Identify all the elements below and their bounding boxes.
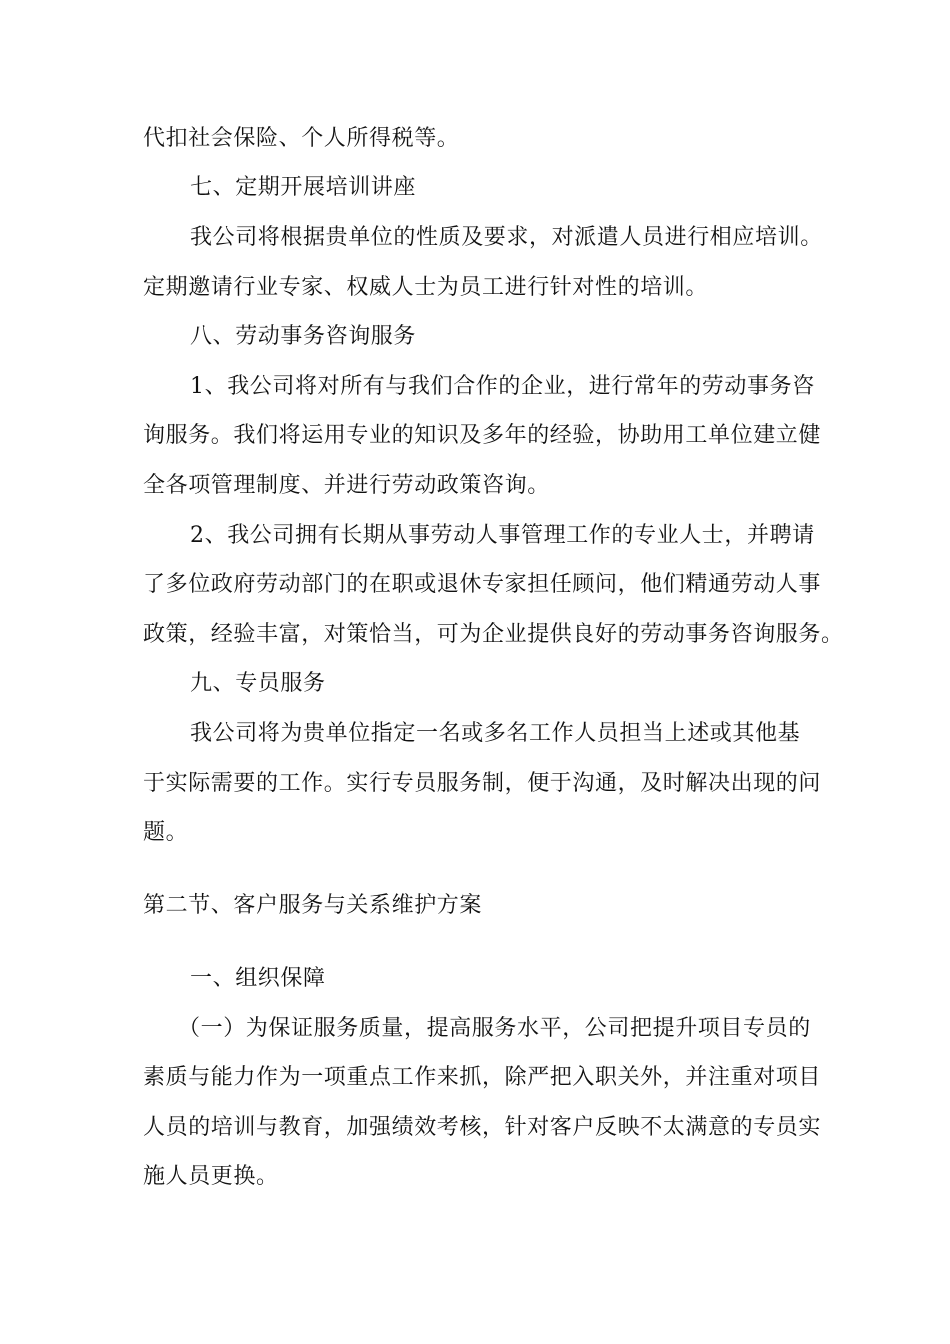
paragraph-line: 于实际需要的工作。实行专员服务制，便于沟通，及时解决出现的问 [143, 771, 822, 796]
section-heading: 七、定期开展培训讲座 [190, 175, 417, 200]
paragraph-line: 素质与能力作为一项重点工作来抓，除严把入职关外，并注重对项目 [143, 1065, 822, 1090]
section-heading: 九、专员服务 [190, 671, 326, 696]
paragraph-line: 2、我公司拥有长期从事劳动人事管理工作的专业人士，并聘请 [190, 523, 815, 548]
paragraph-line: （一）为保证服务质量，提高服务水平，公司把提升项目专员的 [178, 1016, 811, 1041]
paragraph-line: 我公司将为贵单位指定一名或多名工作人员担当上述或其他基 [190, 721, 801, 746]
paragraph-line: 了多位政府劳动部门的在职或退休专家担任顾问，他们精通劳动人事 [143, 572, 822, 597]
chapter-heading: 第二节、客户服务与关系维护方案 [143, 893, 483, 918]
section-heading: 一、组织保障 [190, 966, 326, 991]
paragraph-line: 全各项管理制度、并进行劳动政策咨询。 [143, 473, 550, 498]
paragraph-line: 政策，经验丰富，对策恰当，可为企业提供良好的劳动事务咨询服务。 [143, 622, 844, 647]
paragraph-line: 代扣社会保险、个人所得税等。 [143, 126, 460, 151]
paragraph-line: 我公司将根据贵单位的性质及要求，对派遣人员进行相应培训。 [190, 225, 823, 250]
paragraph-line: 1、我公司将对所有与我们合作的企业，进行常年的劳动事务咨 [190, 374, 815, 399]
paragraph-line: 施人员更换。 [143, 1164, 279, 1189]
paragraph-line: 题。 [143, 820, 189, 845]
paragraph-line: 人员的培训与教育，加强绩效考核，针对客户反映不太满意的专员实 [143, 1115, 822, 1140]
paragraph-line: 询服务。我们将运用专业的知识及多年的经验，协助用工单位建立健 [143, 423, 822, 448]
section-heading: 八、劳动事务咨询服务 [190, 324, 417, 349]
paragraph-line: 定期邀请行业专家、权威人士为员工进行针对性的培训。 [143, 275, 709, 300]
